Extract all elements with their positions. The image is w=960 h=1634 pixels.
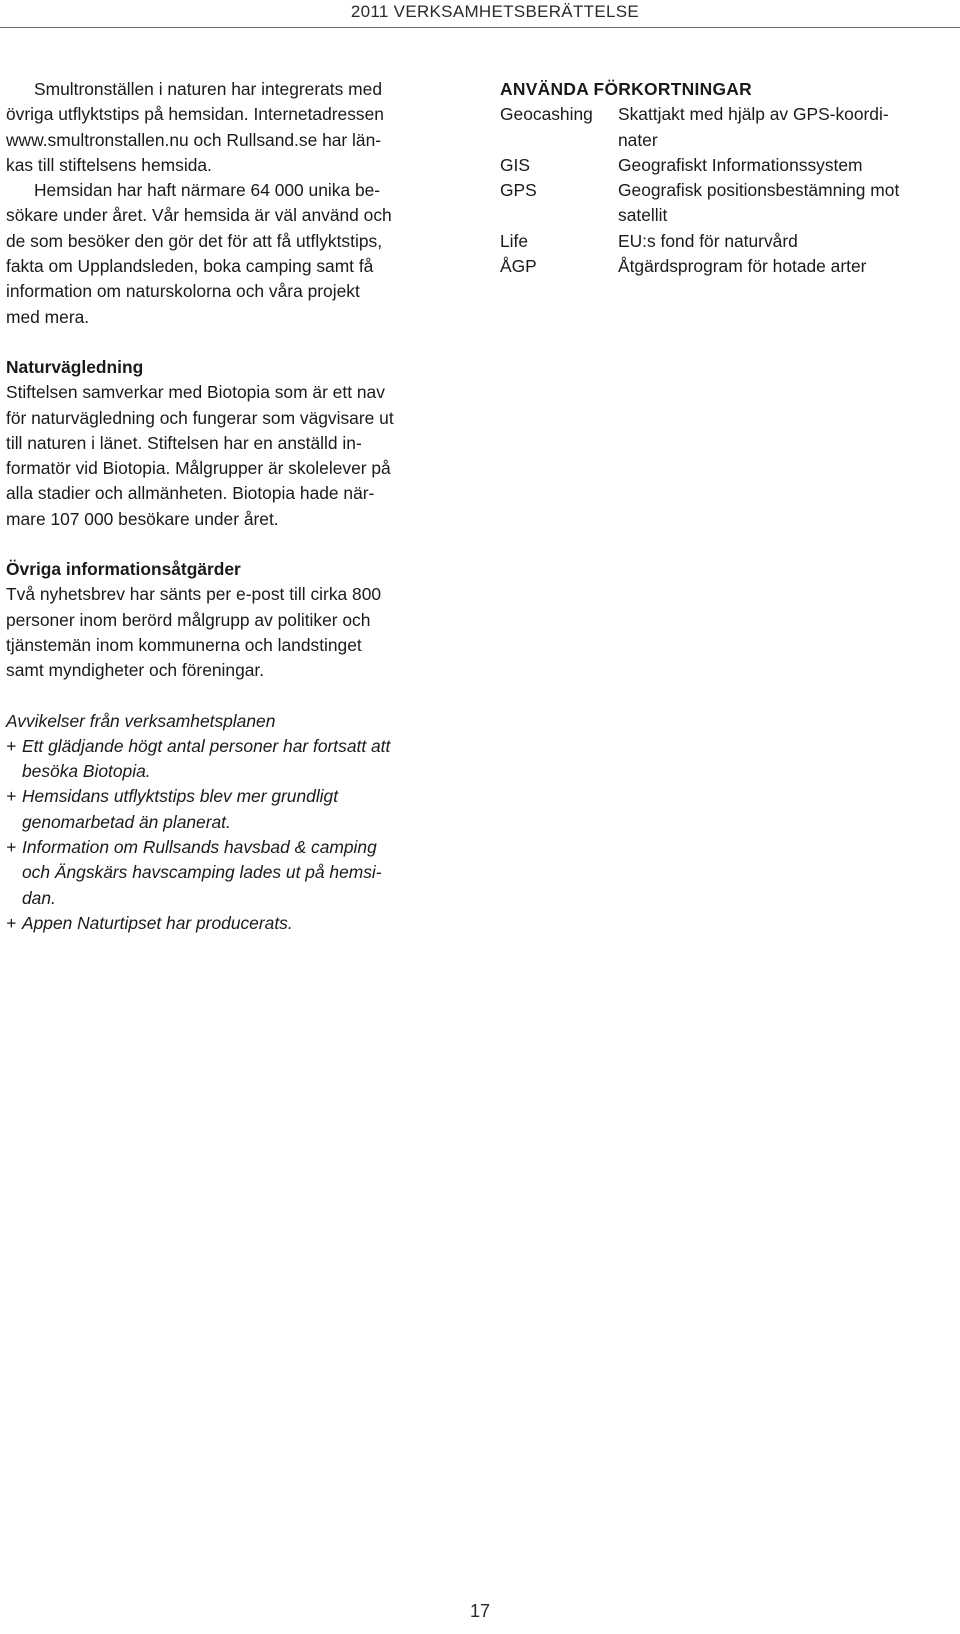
deviation-item (6, 734, 464, 785)
abbreviations-title: ANVÄNDA FÖRKORTNINGAR (500, 79, 753, 99)
text-line: med mera. (6, 306, 90, 327)
text-line: genomarbetad än planerat. (22, 811, 231, 832)
text-line: Geografisk positionsbestämning mot (618, 180, 900, 201)
text-line: nater (618, 129, 658, 150)
text-line: information om naturskolorna och våra projekt (6, 281, 360, 302)
abbreviation-row (500, 229, 952, 254)
text-line: Ett glädjande högt antal personer har fortsatt att (22, 735, 391, 756)
text-line: för naturvägledning och fungerar som vägvisare ut (6, 407, 394, 428)
abbreviation-term: Geocashing (500, 104, 593, 125)
text-line: Information om Rullsands havsbad & camping (22, 837, 377, 858)
text-line: besöka Biotopia. (22, 761, 151, 782)
text-line: personer inom berörd målgrupp av politiker och (6, 609, 371, 630)
text-line: mare 107 000 besökare under året. (6, 508, 279, 529)
intro-paragraph (6, 77, 464, 178)
text-line: Hemsidans utflyktstips blev mer grundligt (22, 786, 339, 807)
text-line: fakta om Upplandsleden, boka camping samt få (6, 256, 374, 277)
text-line: Stiftelsen samverkar med Biotopia som är ett nav (6, 382, 385, 403)
plus-marker: + (6, 837, 17, 858)
abbreviation-term: Life (500, 230, 529, 251)
abbreviation-row (500, 254, 952, 279)
header-divider (0, 27, 960, 28)
deviations-heading: Avvikelser från verksamhetsplanen (6, 710, 276, 731)
naturvagledning-paragraph (6, 380, 464, 532)
text-line: de som besöker den gör det för att få utflyktstips, (6, 230, 383, 251)
abbreviation-definition (618, 102, 952, 153)
abbreviation-row (500, 178, 952, 229)
abbreviation-definition (618, 229, 952, 254)
deviation-item (6, 835, 464, 911)
abbreviation-row (500, 153, 952, 178)
abbreviation-term: ÅGP (500, 256, 537, 277)
text-line: övriga utflyktstips på hemsidan. Internetadressen (6, 104, 384, 125)
ovriga-section (6, 557, 464, 683)
text-line: Appen Naturtipset har producerats. (22, 912, 293, 933)
text-line: till naturen i länet. Stiftelsen har en anställd in- (6, 432, 362, 453)
text-line: Åtgärdsprogram för hotade arter (618, 256, 867, 277)
abbreviation-row (500, 102, 952, 153)
text-line: Skattjakt med hjälp av GPS-koordi- (618, 104, 889, 125)
text-line: tjänstemän inom kommunerna och landstinget (6, 634, 362, 655)
ovriga-paragraph (6, 582, 464, 683)
visitors-paragraph (6, 178, 464, 330)
abbreviation-definition (618, 254, 952, 279)
deviations-section (6, 709, 464, 937)
section-heading: Övriga informationsåtgärder (6, 559, 241, 580)
header-title: 2011 VERKSAMHETSBERÄTTELSE (350, 2, 639, 21)
naturvagledning-section (6, 355, 464, 532)
abbreviations-box (500, 77, 952, 279)
text-line: samt myndigheter och föreningar. (6, 660, 265, 681)
plus-marker: + (6, 912, 17, 933)
plus-marker: + (6, 735, 17, 756)
text-line: EU:s fond för naturvård (618, 230, 798, 251)
page-header (0, 0, 960, 27)
text-line: dan. (22, 887, 56, 908)
abbreviation-term: GPS (500, 180, 537, 201)
abbreviation-definition (618, 153, 952, 178)
abbreviation-term: GIS (500, 154, 530, 175)
left-column (6, 77, 464, 936)
text-line: Hemsidan har haft närmare 64 000 unika be- (34, 180, 381, 201)
text-line: Smultronställen i naturen har integrerats med (34, 79, 382, 99)
section-heading: Naturvägledning (6, 356, 144, 377)
text-line: Geografiskt Informationssystem (618, 154, 863, 175)
text-line: alla stadier och allmänheten. Biotopia hade när- (6, 483, 375, 504)
text-line: www.smultronstallen.nu och Rullsand.se har län- (6, 129, 382, 150)
text-line: Två nyhetsbrev har sänts per e-post till cirka 800 (6, 584, 382, 605)
text-line: satellit (618, 205, 668, 226)
deviation-item (6, 784, 464, 835)
page-number: 17 (470, 1601, 491, 1621)
plus-marker: + (6, 786, 17, 807)
text-line: formatör vid Biotopia. Målgrupper är skolelever på (6, 458, 391, 479)
text-line: och Ängskärs havscamping lades ut på hemsi- (22, 862, 382, 883)
deviation-item (6, 911, 464, 936)
text-line: kas till stiftelsens hemsida. (6, 154, 212, 175)
text-line: sökare under året. Vår hemsida är väl använd och (6, 205, 392, 226)
abbreviation-definition (618, 178, 952, 229)
